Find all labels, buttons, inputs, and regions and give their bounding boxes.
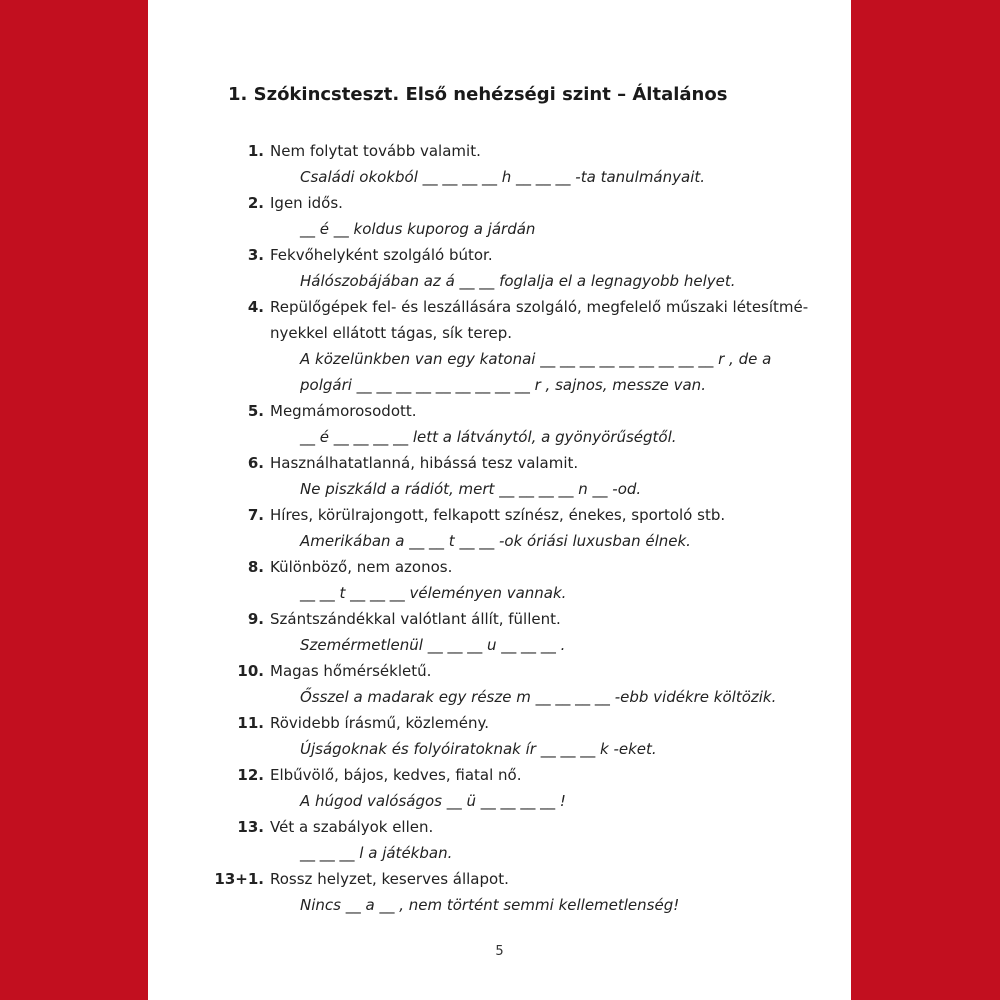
exercise-item xyxy=(148,816,851,868)
example-line xyxy=(148,374,851,400)
definition-line xyxy=(148,452,851,478)
item-number: 11. xyxy=(237,714,264,732)
example-line xyxy=(148,348,851,374)
definition-line xyxy=(148,712,851,738)
page-number: 5 xyxy=(495,944,504,959)
example-sentence: __ __ t __ __ __ véleményen vannak. xyxy=(300,584,567,602)
exercise-item xyxy=(148,192,851,244)
exercise-item xyxy=(148,140,851,192)
item-number: 12. xyxy=(237,766,264,784)
exercise-item xyxy=(148,868,851,920)
definition-line xyxy=(148,140,851,166)
example-sentence: Szemérmetlenül __ __ __ u __ __ __ . xyxy=(300,636,566,654)
definition-line xyxy=(148,322,851,348)
item-number: 13. xyxy=(237,818,264,836)
definition-text: Rövidebb írásmű, közlemény. xyxy=(270,714,489,732)
example-line xyxy=(148,738,851,764)
definition-text: Fekvőhelyként szolgáló bútor. xyxy=(270,246,493,264)
example-sentence: Hálószobájában az á __ __ foglalja el a legnagyobb helyet. xyxy=(300,272,736,290)
item-number: 6. xyxy=(247,454,264,472)
example-sentence: Nincs __ a __ , nem történt semmi kellemetlenség! xyxy=(300,896,680,914)
definition-line xyxy=(148,868,851,894)
example-sentence: A húgod valóságos __ ü __ __ __ __ ! xyxy=(300,792,566,810)
example-sentence: polgári __ __ __ __ __ __ __ __ __ r , sajnos, messze van. xyxy=(300,376,706,394)
definition-line xyxy=(148,296,851,322)
example-line xyxy=(148,790,851,816)
item-number: 8. xyxy=(247,558,264,576)
exercise-item xyxy=(148,608,851,660)
item-number: 10. xyxy=(237,662,264,680)
example-sentence: __ é __ __ __ __ lett a látványtól, a gyönyörűségtől. xyxy=(300,428,677,446)
definition-text: Nem folytat tovább valamit. xyxy=(270,142,481,160)
definition-line xyxy=(148,192,851,218)
item-number: 4. xyxy=(247,298,264,316)
definition-text: Igen idős. xyxy=(270,194,343,212)
example-line xyxy=(148,218,851,244)
item-number: 2. xyxy=(247,194,264,212)
definition-text: Híres, körülrajongott, felkapott színész, énekes, sportoló stb. xyxy=(270,506,726,524)
page-title: 1. Szókincsteszt. Első nehézségi szint – Általános xyxy=(228,84,728,105)
definition-line xyxy=(148,608,851,634)
definition-text: Megmámorosodott. xyxy=(270,402,417,420)
definition-text: Elbűvölő, bájos, kedves, fiatal nő. xyxy=(270,766,522,784)
example-sentence: Családi okokból __ __ __ __ h __ __ __ -ta tanulmányait. xyxy=(300,168,706,186)
exercise-item xyxy=(148,504,851,556)
exercise-item xyxy=(148,452,851,504)
definition-line xyxy=(148,660,851,686)
example-sentence: Ne piszkáld a rádiót, mert __ __ __ __ n __ -od. xyxy=(300,480,642,498)
exercise-item xyxy=(148,296,851,400)
example-line xyxy=(148,686,851,712)
definition-line xyxy=(148,816,851,842)
example-sentence: A közelünkben van egy katonai __ __ __ __ __ __ __ __ __ r , de a xyxy=(300,350,772,368)
example-sentence: Újságoknak és folyóiratoknak ír __ __ __ k -eket. xyxy=(300,740,657,758)
example-line xyxy=(148,478,851,504)
example-line xyxy=(148,270,851,296)
document-page xyxy=(148,0,851,1000)
example-sentence: Amerikában a __ __ t __ __ -ok óriási luxusban élnek. xyxy=(300,532,691,550)
example-line xyxy=(148,842,851,868)
item-number: 3. xyxy=(247,246,264,264)
exercise-item xyxy=(148,556,851,608)
item-number: 7. xyxy=(247,506,264,524)
exercise-item xyxy=(148,400,851,452)
example-line xyxy=(148,530,851,556)
exercise-item xyxy=(148,244,851,296)
definition-text: Vét a szabályok ellen. xyxy=(270,818,434,836)
exercise-list xyxy=(148,140,851,920)
definition-text: Repülőgépek fel- és leszállására szolgáló, megfelelő műszaki létesítmé- xyxy=(270,298,809,316)
definition-text: Szántszándékkal valótlant állít, füllent. xyxy=(270,610,561,628)
example-line xyxy=(148,894,851,920)
exercise-item xyxy=(148,660,851,712)
item-number: 9. xyxy=(247,610,264,628)
example-line xyxy=(148,582,851,608)
item-number: 5. xyxy=(247,402,264,420)
definition-text: Különböző, nem azonos. xyxy=(270,558,453,576)
definition-line xyxy=(148,764,851,790)
item-number: 1. xyxy=(247,142,264,160)
exercise-item xyxy=(148,712,851,764)
exercise-item xyxy=(148,764,851,816)
definition-text: Magas hőmérsékletű. xyxy=(270,662,432,680)
example-line xyxy=(148,634,851,660)
definition-line xyxy=(148,556,851,582)
definition-line xyxy=(148,400,851,426)
definition-text: Használhatatlanná, hibássá tesz valamit. xyxy=(270,454,579,472)
example-sentence: __ __ __ l a játékban. xyxy=(300,844,453,862)
definition-text: nyekkel ellátott tágas, sík terep. xyxy=(270,324,512,342)
example-sentence: __ é __ koldus kuporog a járdán xyxy=(300,220,536,238)
example-sentence: Ősszel a madarak egy része m __ __ __ __ -ebb vidékre költözik. xyxy=(300,688,777,706)
definition-text: Rossz helyzet, keserves állapot. xyxy=(270,870,509,888)
item-number: 13+1. xyxy=(214,870,264,888)
definition-line xyxy=(148,504,851,530)
definition-line xyxy=(148,244,851,270)
example-line xyxy=(148,166,851,192)
example-line xyxy=(148,426,851,452)
